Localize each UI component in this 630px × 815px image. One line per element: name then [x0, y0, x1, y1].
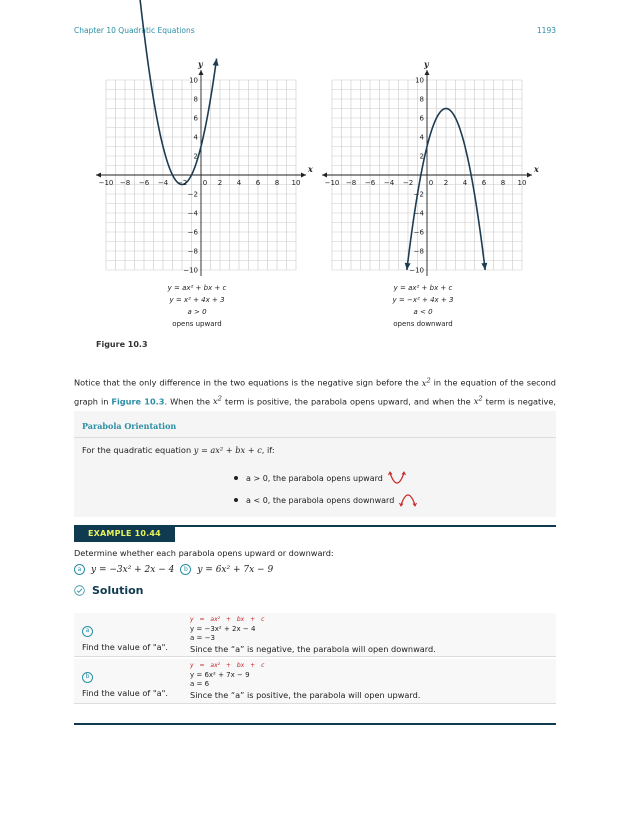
x-tick-label: −4 [383, 179, 395, 187]
y-tick-label: 6 [419, 114, 424, 123]
row-divider [74, 703, 556, 704]
part-b-value: a = 6 [190, 680, 210, 688]
para-text: Notice that the only difference in the two equations is the negative sign before the [74, 377, 422, 388]
caption-specific-equation: y = x² + 4x + 3 [169, 296, 225, 304]
x-tick-label: 8 [274, 179, 280, 187]
solution-part-a [74, 613, 556, 657]
x-tick-label: −2 [176, 179, 188, 187]
bullet-dot [234, 476, 238, 480]
x-tick-label: 2 [217, 179, 223, 187]
para-text: . When the [164, 396, 213, 407]
math-exponent: 2 [426, 376, 431, 384]
y-tick-label: 2 [419, 152, 424, 161]
x-tick-label: −6 [364, 179, 376, 187]
x-tick-label: −2 [402, 179, 414, 187]
part-marker-b: b [82, 672, 93, 683]
bullet-dot [234, 498, 238, 502]
y-tick-label: 2 [193, 152, 198, 161]
para-text: term is positive, the parabola opens upward, and when the [221, 396, 474, 407]
row-divider [74, 656, 556, 657]
y-tick-label: −8 [187, 247, 198, 256]
part-a-work [190, 615, 436, 655]
caption-specific-equation: y = −x² + 4x + 3 [392, 296, 454, 304]
x-axis-label: x [534, 164, 539, 174]
graph-opens-downward [318, 56, 538, 276]
coefficient-labels: y = ax² + bx + c [190, 662, 265, 669]
equation-a: y = −3x² + 2x − 4 [91, 564, 175, 575]
x-axis-arrow [527, 173, 532, 178]
example-equations [74, 564, 273, 575]
x-axis-arrow [322, 173, 327, 178]
y-tick-label: −2 [187, 190, 198, 199]
part-b-work [190, 661, 420, 701]
right-graph-caption [353, 282, 493, 330]
note-intro-text: , if: [261, 445, 275, 455]
downward-parabola-icon [399, 493, 417, 507]
upward-parabola-icon [388, 471, 406, 485]
math-x [474, 396, 483, 406]
y-tick-label: 10 [189, 76, 198, 85]
y-axis-arrow [425, 70, 430, 75]
figure-label: Figure 10.3 [96, 340, 148, 349]
note-divider [74, 437, 556, 438]
parabola-orientation-note [74, 411, 556, 517]
y-axis-label: y [198, 59, 203, 69]
part-b-conclusion: Since the “a” is positive, the parabola will open upward. [190, 689, 421, 700]
caption-description: opens downward [393, 320, 453, 328]
note-intro-text: For the quadratic equation [82, 445, 194, 455]
x-tick-label: 8 [500, 179, 506, 187]
para-text: in the equation of the second graph in [74, 377, 557, 407]
coefficient-labels: y = ax² + bx + c [190, 616, 265, 623]
math-x [422, 378, 431, 388]
equation-b: y = 6x² + 7x − 9 [197, 564, 274, 575]
solution-title: Solution [92, 584, 144, 597]
y-tick-label: 10 [415, 76, 424, 85]
x-tick-label: −8 [345, 179, 357, 187]
orientation-bullets [234, 467, 417, 511]
x-tick-label: 10 [291, 179, 301, 187]
x-tick-label: 0 [428, 179, 434, 187]
bullet-opens-downward [234, 489, 417, 511]
x-tick-label: −10 [98, 179, 114, 187]
math-exponent: 2 [478, 394, 483, 403]
caption-condition: a > 0 [187, 308, 207, 316]
check-circle-icon [74, 585, 85, 596]
math-exponent: 2 [217, 394, 222, 403]
part-a-equation: y = −3x² + 2x − 4 [190, 624, 256, 633]
y-tick-label: −4 [187, 209, 198, 218]
y-tick-label: −6 [187, 228, 198, 237]
y-tick-label: −10 [183, 266, 198, 275]
x-axis-arrow [96, 173, 101, 178]
graph-opens-upward [92, 56, 312, 276]
part-b-equation: y = 6x² + 7x − 9 [190, 670, 250, 679]
part-marker-a: a [82, 626, 93, 637]
bullet-text: a < 0, the parabola opens downward [246, 495, 395, 505]
x-tick-label: −10 [324, 179, 340, 187]
part-b-left [82, 667, 168, 701]
solution-part-b [74, 659, 556, 703]
x-tick-label: 10 [517, 179, 527, 187]
figure-link[interactable]: Figure 10.3 [111, 396, 165, 407]
para-text: term is negative, [485, 396, 557, 407]
example-bottom-rule [74, 723, 556, 725]
y-tick-label: −10 [409, 266, 424, 275]
x-tick-label: 6 [255, 179, 261, 187]
left-graph-caption [127, 282, 267, 330]
y-tick-label: −4 [413, 209, 424, 218]
x-tick-label: 4 [236, 179, 242, 187]
x-tick-label: 0 [202, 179, 208, 187]
x-tick-label: 4 [462, 179, 468, 187]
y-tick-label: −8 [413, 247, 424, 256]
y-tick-label: −6 [413, 228, 424, 237]
solution-heading[interactable] [74, 584, 144, 597]
note-equation: y = ax² + bx + c [193, 445, 262, 455]
part-b-instruction: Find the value of "a". [82, 687, 169, 698]
page-number: 1193 [536, 26, 556, 35]
caption-condition: a < 0 [413, 308, 433, 316]
math-x-var: x [473, 396, 479, 407]
y-tick-label: 4 [193, 133, 198, 142]
chapter-title: Chapter 10 Quadratic Equations [74, 26, 195, 35]
y-tick-label: 4 [419, 133, 424, 142]
bullet-text: a > 0, the parabola opens upward [246, 473, 383, 483]
y-axis-label: y [424, 59, 429, 69]
math-x-var: x [212, 396, 218, 407]
math-x-var: x [421, 377, 427, 388]
part-a-value: a = −3 [190, 634, 215, 642]
math-x [213, 396, 222, 406]
caption-general-form: y = ax² + bx + c [393, 284, 453, 292]
x-tick-label: −6 [138, 179, 150, 187]
note-intro [82, 442, 275, 458]
y-tick-label: 6 [193, 114, 198, 123]
x-axis-arrow [301, 173, 306, 178]
caption-general-form: y = ax² + bx + c [167, 284, 227, 292]
x-tick-label: 2 [443, 179, 449, 187]
y-tick-label: 8 [419, 95, 424, 104]
part-a-conclusion: Since the “a” is negative, the parabola will open downward. [190, 643, 436, 654]
x-tick-label: −4 [157, 179, 169, 187]
x-tick-label: 6 [481, 179, 487, 187]
part-marker-b: b [180, 564, 191, 575]
x-tick-label: −8 [119, 179, 131, 187]
y-tick-label: −2 [413, 190, 424, 199]
bullet-opens-upward [234, 467, 417, 489]
part-marker-a: a [74, 564, 85, 575]
part-a-left [82, 621, 168, 655]
example-badge: EXAMPLE 10.44 [74, 525, 175, 542]
y-axis-arrow [199, 70, 204, 75]
part-a-instruction: Find the value of "a". [82, 641, 169, 652]
note-heading: Parabola Orientation [82, 421, 177, 431]
caption-description: opens upward [172, 320, 222, 328]
x-axis-label: x [308, 164, 313, 174]
example-prompt: Determine whether each parabola opens upward or downward: [74, 548, 334, 558]
y-tick-label: 8 [193, 95, 198, 104]
